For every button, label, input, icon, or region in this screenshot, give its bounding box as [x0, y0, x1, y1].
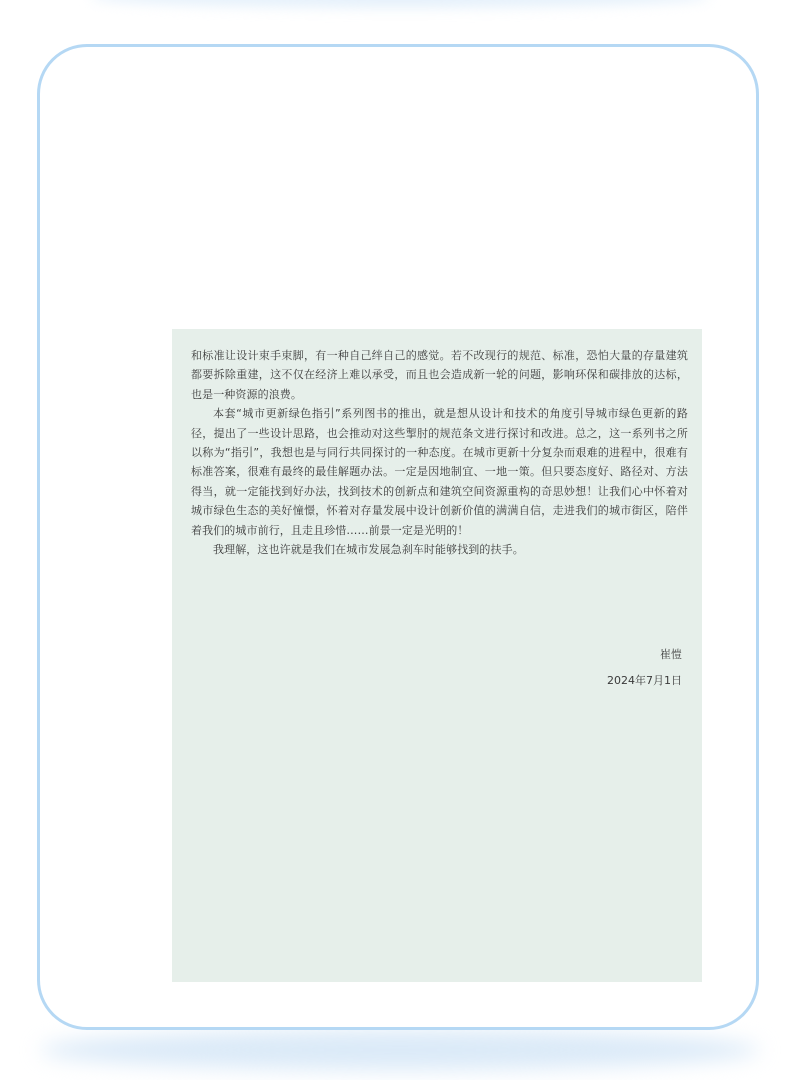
signature-block — [607, 642, 682, 694]
author-name: 崔愷 — [660, 648, 682, 661]
paragraph-conclusion: 我理解，这也许就是我们在城市发展急刹车时能够找到的扶手。 — [213, 543, 524, 557]
top-decorative-glow — [90, 0, 710, 8]
bottom-decorative-shadow — [40, 1030, 760, 1070]
paragraph-series-intro: 本套“城市更新绿色指引”系列图书的推出，就是想从设计和技术的角度引导城市绿色更新的路径，提出了一些设计思路，也会推动对这些掣肘的规范条文进行探讨和改进。总之，这一系列书之所以称为“指引”，我想也是与同行共同探讨的一种态度。在城市更新十分复杂而艰难的进程中，很难有标准答案，很难有最终的最佳解题办法。一定是因地制宜、一地一策。但只要态度好、路径对、方法得当，就一定能找到好办法，找到技术的创新点和建筑空间资源重构的奇思妙想！让我们心中怀着对城市绿色生态的美好憧憬，怀着对存量发展中设计创新价值的满满自信，走进我们的城市街区，陪伴着我们的城市前行，且走且珍惜……前景一定是光明的！ — [191, 407, 688, 537]
signature-date: 2024年7月1日 — [607, 674, 682, 687]
paragraph-continued: 和标准让设计束手束脚，有一种自己绊自己的感觉。若不改现行的规范、标准，恐怕大量的存量建筑都要拆除重建，这不仅在经济上难以承受，而且也会造成新一轮的问题，影响环保和碳排放的达标，也是一种资源的浪费。 — [191, 349, 688, 401]
book-page — [172, 329, 702, 982]
